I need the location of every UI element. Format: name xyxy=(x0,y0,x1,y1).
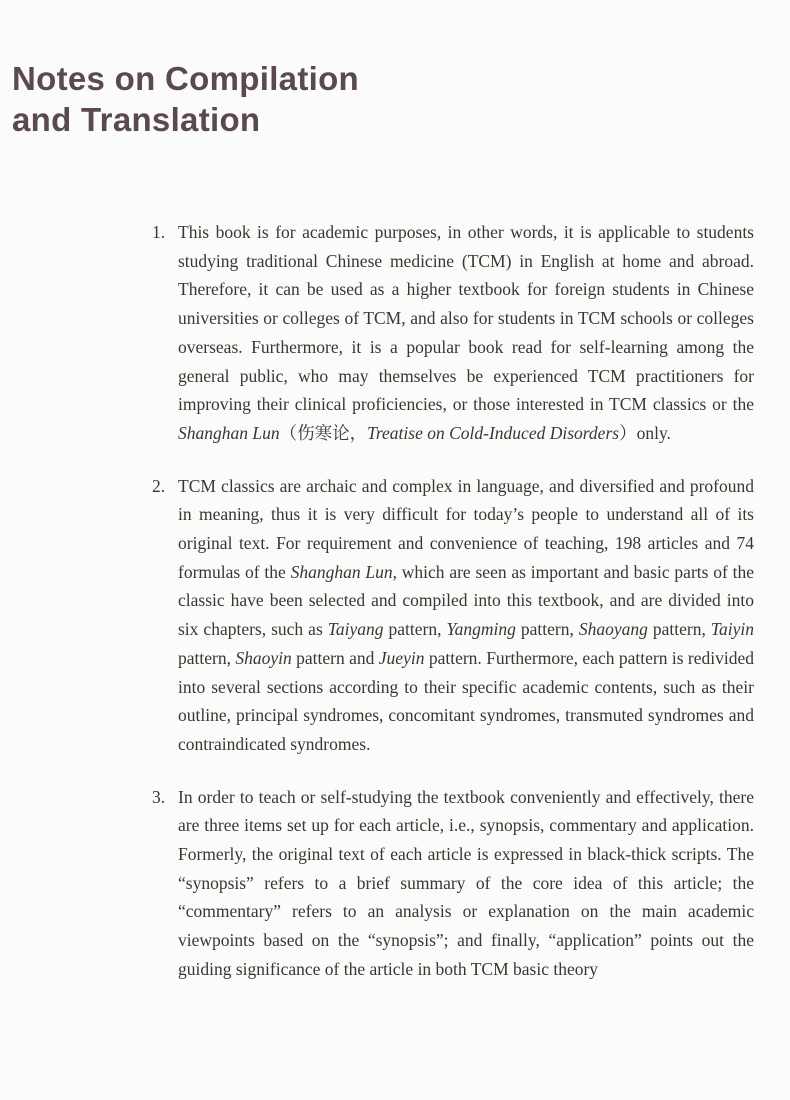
note-text-segment: , which are seen as important and basic parts of the classic have been selected and compiled into this textbook, and are divided into six chapters, such as xyxy=(178,561,754,640)
note-text-segment: pattern, xyxy=(383,619,447,640)
note-text-segment: pattern. Furthermore, each pattern is redivided into several sections according to their specific academic contents, such as their outline, principal syndromes, concomitant syndromes, transmuted syndromes and contraindicated syndromes. xyxy=(178,647,754,754)
note-text-italic: Jueyin xyxy=(378,647,425,668)
note-number: 3. xyxy=(152,786,166,807)
note-text xyxy=(178,783,754,984)
note-item xyxy=(152,783,754,984)
notes-list xyxy=(152,218,754,1008)
note-text-segment: pattern and xyxy=(291,647,379,668)
note-text-segment: pattern, xyxy=(178,647,236,668)
note-text xyxy=(178,472,754,759)
note-text-italic: Shaoyin xyxy=(235,647,292,668)
note-number: 2. xyxy=(152,475,166,496)
note-item xyxy=(152,218,754,448)
page-title-line-2: and Translation xyxy=(12,101,261,138)
note-text-segment: In order to teach or self-studying the textbook conveniently and effectively, there are three items set up for each article, i.e., synopsis, commentary and application. Formerly, the original text of each article is expressed in black-thick scripts. The “synopsis” refers to a brief summary of the core idea of this article; the “commentary” refers to an analysis or explanation on the main academic viewpoints based on the “synopsis”; and finally, “application” points out the guiding significance of the article in both TCM basic theory xyxy=(178,786,754,979)
note-text-segment: pattern, xyxy=(647,619,711,640)
note-text-segment: TCM classics are archaic and complex in language, and diversified and profound in meaning, thus it is very difficult for today’s people to understand all of its original text. For requirement and convenience of teaching, 198 articles and 74 formulas of the xyxy=(178,475,754,582)
note-text-italic: Shanghan Lun xyxy=(178,422,280,443)
note-text-segment: （伤寒论， xyxy=(279,422,368,443)
note-text-italic: Shanghan Lun xyxy=(290,561,393,582)
note-text-italic: Shaoyang xyxy=(578,619,648,640)
note-number: 1. xyxy=(152,222,166,242)
page-title xyxy=(12,58,512,140)
note-text-segment: This book is for academic purposes, in other words, it is applicable to students studying traditional Chinese medicine (TCM) in English at home and abroad. Therefore, it can be used as a higher textbook for foreign students in Chinese universities or colleges of TCM, and also for students in TCM schools or colleges overseas. Furthermore, it is a popular book read for self-learning among the general public, who may themselves be experienced TCM practitioners for improving their clinical proficiencies, or those interested in TCM classics or the xyxy=(178,222,754,415)
note-text-segment: ）only. xyxy=(619,422,671,443)
page-title-line-1: Notes on Compilation xyxy=(12,60,359,97)
note-text-italic: Taiyang xyxy=(327,619,384,640)
note-text-italic: Yangming xyxy=(446,619,516,640)
note-text-italic: Treatise on Cold-Induced Disorders xyxy=(367,422,620,443)
note-text-segment: pattern, xyxy=(515,619,579,640)
note-text-italic: Taiyin xyxy=(710,619,754,640)
note-item xyxy=(152,472,754,759)
note-text xyxy=(178,218,754,448)
